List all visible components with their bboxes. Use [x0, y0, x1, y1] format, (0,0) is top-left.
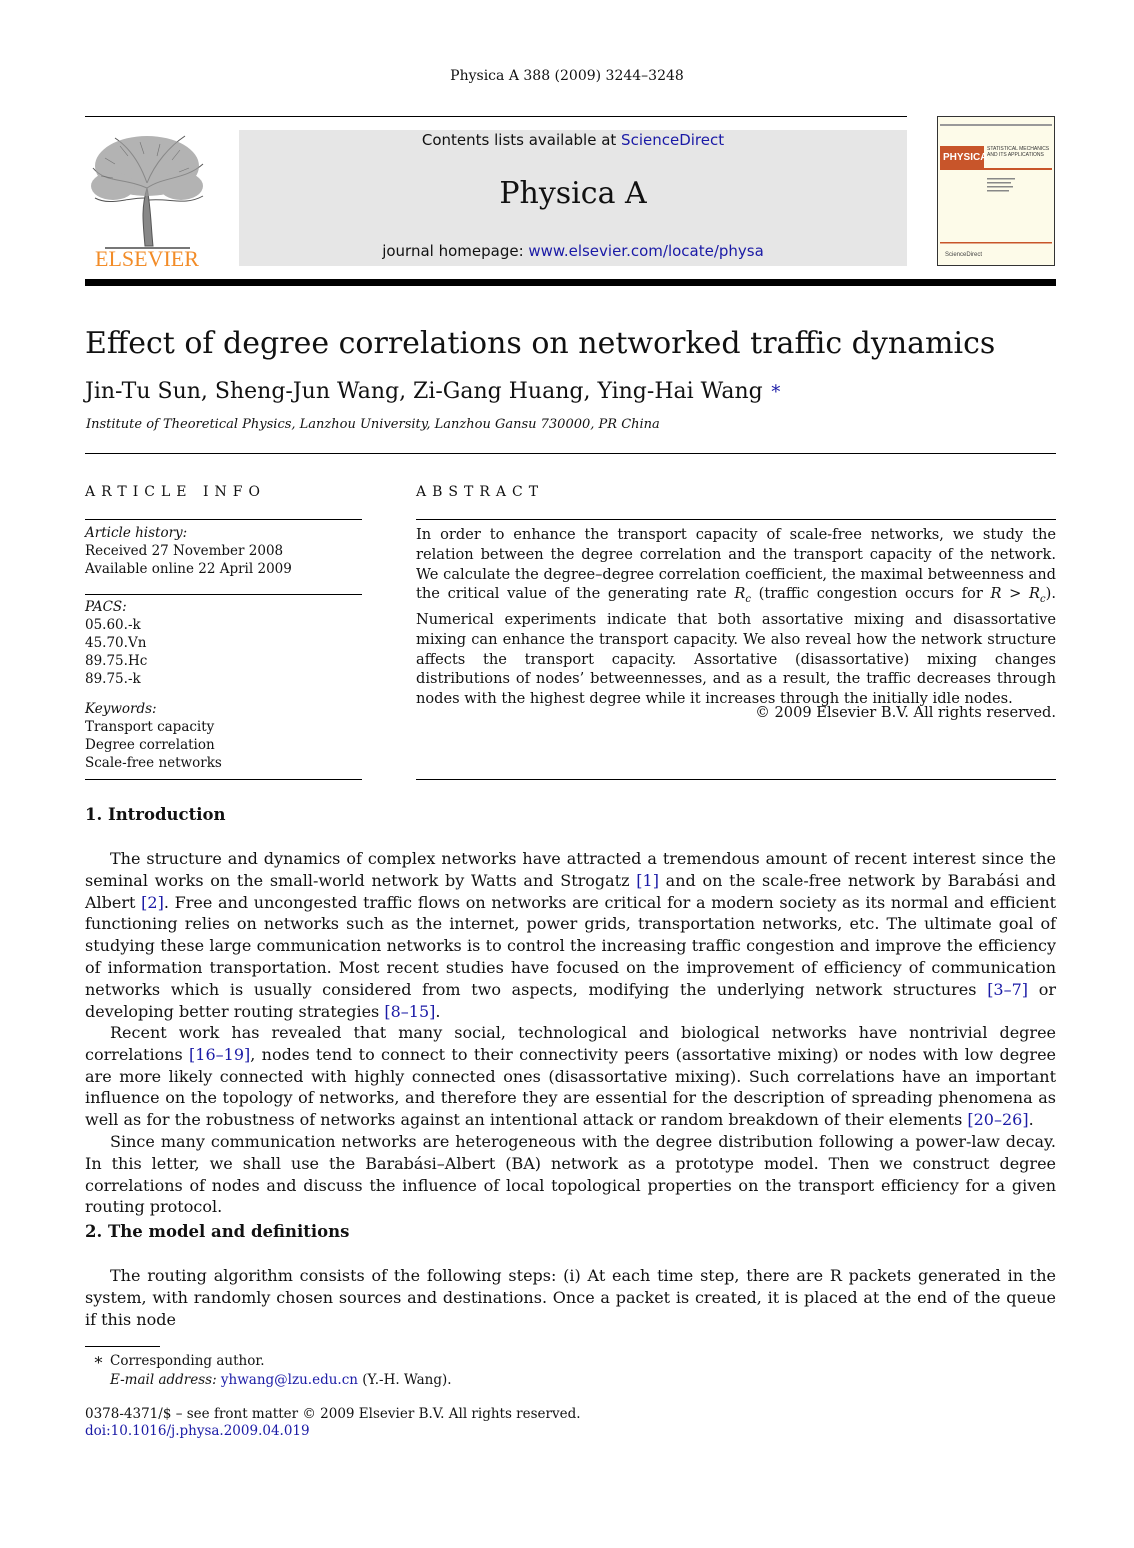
email-owner: (Y.-H. Wang). — [357, 1372, 452, 1388]
citation-link[interactable]: [3–7] — [987, 979, 1029, 999]
abstract-part: ). Numerical experiments indicate that both assortative mixing and disassortative mixing can enhance the transport capacity. We also reveal how the network structure affects the transport capacity. Assortative (disassortative) mixing changes distributions of nodes’ betweennesses, and as a result, the traffic decreases through nodes with the highest degree while it increases through the initially idle nodes. — [416, 585, 1056, 708]
journal-cover — [937, 116, 1055, 266]
abstract-part: In order to enhance the transport capacity of scale-free networks, we study the relation between the degree correlation and the transport capacity of the network. We calculate the degree–degree correlation coefficient, the maximal betweenness and the critical value of the generating rate — [416, 526, 1056, 603]
footnote-mark: ∗ — [93, 1350, 104, 1369]
author-list — [85, 378, 782, 404]
keywords-block — [85, 700, 222, 772]
running-head: Physica A 388 (2009) 3244–3248 — [450, 68, 684, 84]
sciencedirect-link[interactable]: ScienceDirect — [621, 131, 725, 149]
affiliation: Institute of Theoretical Physics, Lanzhou University, Lanzhou Gansu 730000, PR China — [86, 417, 660, 432]
rc-symbol: R — [734, 585, 746, 603]
article-info-rule — [85, 519, 362, 520]
keywords-label: Keywords: — [85, 701, 157, 717]
text-run: . — [435, 1001, 441, 1021]
rc-subscript: c — [745, 594, 751, 606]
intro-paragraph-2 — [85, 1022, 1056, 1131]
abstract-part: (traffic congestion occurs for — [750, 585, 991, 603]
available-date: Available online 22 April 2009 — [85, 561, 292, 577]
history-label: Article history: — [85, 525, 188, 541]
pacs-code: 89.75.-k — [85, 671, 141, 687]
article-info-heading: ARTICLE INFO — [85, 484, 266, 500]
abstract-bottom-rule — [416, 779, 1056, 780]
pacs-label: PACS: — [85, 599, 127, 615]
elsevier-tree-icon — [85, 128, 210, 268]
cover-subtitle: STATISTICAL MECHANICS AND ITS APPLICATIONS — [987, 146, 1050, 158]
keywords-rule — [85, 779, 362, 780]
homepage-link[interactable]: www.elsevier.com/locate/physa — [528, 242, 764, 260]
model-paragraph-1: The routing algorithm consists of the following steps: (i) At each time step, there are R packets generated in the system, with randomly chosen sources and destinations. Once a packet is created, it is placed at the end of the queue if this node — [85, 1266, 1056, 1329]
article-title: Effect of degree correlations on networked traffic dynamics — [85, 326, 996, 361]
front-matter — [85, 1406, 581, 1440]
intro-paragraph-3: Since many communication networks are heterogeneous with the degree distribution following a power-law decay. In this letter, we shall use the Barabási–Albert (BA) network as a prototype model. Then we construct degree correlations of nodes and discuss the influence of local topological properties on the transport efficiency for a given routing protocol. — [85, 1132, 1056, 1217]
journal-title: Physica A — [499, 176, 647, 211]
citation-link[interactable]: [2] — [141, 892, 164, 912]
article-history — [85, 524, 292, 578]
cover-footer: ScienceDirect — [945, 252, 983, 258]
model-heading: 2. The model and definitions — [85, 1222, 350, 1241]
citation-link[interactable]: [16–19] — [189, 1044, 251, 1064]
cond-r: R — [990, 585, 1002, 603]
contents-prefix: Contents lists available at — [421, 131, 622, 149]
cover-title: PHYSICA — [943, 152, 988, 163]
email-label: E-mail address: — [110, 1372, 217, 1388]
footnote-rule — [85, 1346, 160, 1347]
pacs-code: 05.60.-k — [85, 617, 141, 633]
text-run: The structure and dynamics of complex networks have attracted a tremendous amount of recent interest since the seminal works on the small-world network by Watts and Strogatz — [85, 849, 1056, 890]
citation-link[interactable]: [8–15] — [384, 1001, 436, 1021]
homepage-prefix: journal homepage: — [382, 242, 529, 260]
corresponding-author-mark[interactable]: ∗ — [769, 378, 782, 399]
journal-header-box — [239, 130, 907, 266]
authors: Jin-Tu Sun, Sheng-Jun Wang, Zi-Gang Huang, Ying-Hai Wang — [85, 379, 763, 404]
header-top-rule — [85, 116, 907, 117]
doi-link[interactable]: doi:10.1016/j.physa.2009.04.019 — [85, 1423, 310, 1439]
abstract-top-rule — [416, 519, 1056, 520]
text-run: . — [1028, 1110, 1034, 1130]
journal-cover-image — [937, 116, 1055, 266]
rc-subscript: c — [1040, 594, 1046, 606]
title-rule — [85, 453, 1056, 454]
keyword: Degree correlation — [85, 737, 215, 753]
publisher-logo-text: ELSEVIER — [95, 246, 199, 268]
rc-symbol: R — [1029, 585, 1041, 603]
keyword: Scale-free networks — [85, 755, 222, 771]
footnote — [93, 1350, 452, 1390]
pacs-block — [85, 598, 147, 688]
text-run: and on the scale-free network by Barabási and Albert — [85, 870, 1056, 912]
introduction-heading: 1. Introduction — [85, 805, 226, 824]
text-run: , nodes tend to connect to their connectivity peers (assortative mixing) or nodes with low degree are more likely connected with highly connected ones (disassortative mixing). Such correlations have an important influence on the topology of networks, and therefore they are essential for the description of spreading phenomena as well as for the robustness of networks against an intentional attack or random breakdown of their elements — [85, 1044, 1057, 1130]
homepage-line — [239, 242, 907, 260]
corresponding-author-note: Corresponding author. — [110, 1353, 265, 1369]
text-run: Recent work has revealed that many social, technological and biological networks have nontrivial degree correlations — [85, 1023, 1056, 1064]
abstract-text — [416, 525, 1056, 709]
pacs-code: 89.75.Hc — [85, 653, 148, 669]
pacs-code: 45.70.Vn — [85, 635, 147, 651]
intro-paragraph-1 — [85, 848, 1056, 1022]
abstract-heading: ABSTRACT — [416, 484, 545, 500]
text-run: or developing better routing strategies — [85, 979, 1056, 1021]
issn-line: 0378-4371/$ – see front matter © 2009 Elsevier B.V. All rights reserved. — [85, 1406, 581, 1422]
pacs-rule — [85, 594, 362, 595]
elsevier-logo — [85, 128, 210, 268]
header-thick-rule — [85, 279, 1056, 286]
cond-gt: > — [1001, 585, 1030, 603]
received-date: Received 27 November 2008 — [85, 543, 284, 559]
keyword: Transport capacity — [85, 719, 215, 735]
abstract-copyright: © 2009 Elsevier B.V. All rights reserved. — [755, 704, 1056, 721]
email-link[interactable]: yhwang@lzu.edu.cn — [220, 1372, 358, 1388]
citation-link[interactable]: [1] — [636, 870, 659, 890]
contents-line — [239, 130, 907, 150]
citation-link[interactable]: [20–26] — [967, 1110, 1029, 1130]
text-run: . Free and uncongested traffic flows on networks are critical for a modern society as its normal and efficient functioning relies on networks such as the internet, power grids, transportation networks, etc. The ultimate goal of studying these large communication networks is to control the increasing traffic congestion and improve the efficiency of information transportation. Most recent studies have focused on the improvement of efficiency of communication networks which is usually considered from two aspects, modifying the underlying network structures — [85, 892, 1057, 999]
